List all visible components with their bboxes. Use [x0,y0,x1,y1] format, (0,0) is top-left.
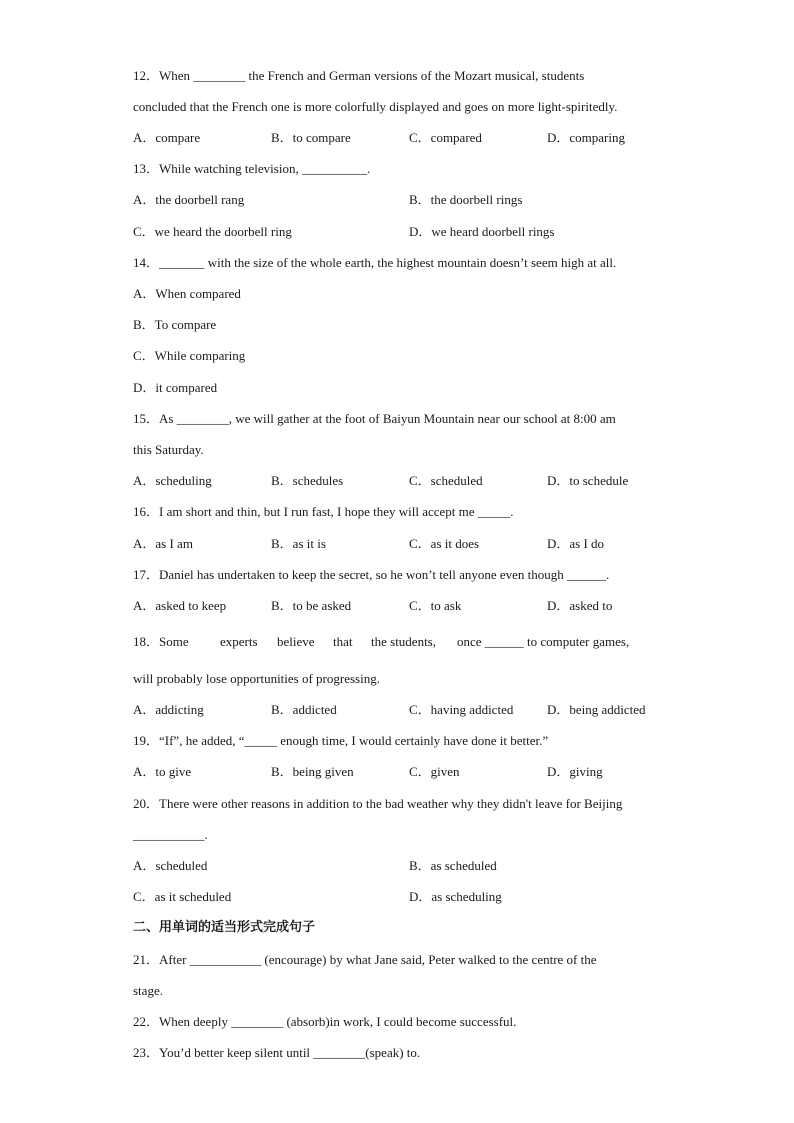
q13-stem: 13．While watching television, __________. [133,161,371,176]
q15-option-c: C．scheduled [409,473,483,488]
q17-option-a: A．asked to keep [133,598,227,613]
q14-option-c: C．While comparing [133,348,246,363]
q12-option-c: C．compared [409,130,482,145]
section-heading: 二、用单词的适当形式完成句子 [133,920,316,935]
q22-stem: 22．When deeply ________ (absorb)in work, I could become successful. [133,1014,517,1029]
q15-option-a: A．scheduling [133,473,212,488]
q14-option-b: B．To compare [133,317,217,332]
q16-option-d: D．as I do [547,536,605,551]
q15-option-b: B．schedules [271,473,344,488]
q20-option-d: D．as scheduling [409,889,502,904]
q14-stem: 14．_______ with the size of the whole earth, the highest mountain doesn’t seem high at all. [133,255,617,270]
q14-option-d: D．it compared [133,380,218,395]
q12-stem-line2: concluded that the French one is more colorfully displayed and goes on more light-spiritedly. [133,99,618,114]
q19-option-d: D．giving [547,764,603,779]
q18-stem-line2: will probably lose opportunities of progressing. [133,671,380,686]
q14-option-a: A．When compared [133,286,241,301]
q18-stem-word: believe [277,634,315,649]
q19-option-b: B．being given [271,764,354,779]
q20-option-a: A．scheduled [133,858,208,873]
q16-option-a: A．as I am [133,536,193,551]
q17-stem: 17．Daniel has undertaken to keep the secret, so he won’t tell anyone even though ______. [133,567,610,582]
q15-stem-line2: this Saturday. [133,442,204,457]
q19-option-a: A．to give [133,764,192,779]
q20-option-c: C．as it scheduled [133,889,232,904]
q19-option-c: C．given [409,764,460,779]
q18-stem-word: the students, [371,634,436,649]
q13-option-a: A．the doorbell rang [133,192,245,207]
q12-option-a: A．compare [133,130,201,145]
q17-option-b: B．to be asked [271,598,352,613]
q13-option-b: B．the doorbell rings [409,192,523,207]
q20-stem-line1: 20．There were other reasons in addition to the bad weather why they didn't leave for Beijing [133,796,623,811]
q15-option-d: D．to schedule [547,473,629,488]
q13-option-d: D．we heard doorbell rings [409,224,555,239]
q12-option-b: B．to compare [271,130,351,145]
q18-option-d: D．being addicted [547,702,646,717]
q18-stem-word: experts [220,634,258,649]
q17-option-d: D．asked to [547,598,613,613]
q15-stem-line1: 15．As ________, we will gather at the foot of Baiyun Mountain near our school at 8:00 am [133,411,616,426]
q18-option-b: B．addicted [271,702,337,717]
q18-stem-word: that [333,634,353,649]
q17-option-c: C．to ask [409,598,462,613]
q23-stem: 23．You’d better keep silent until ________(speak) to. [133,1045,421,1060]
q13-option-c: C．we heard the doorbell ring [133,224,292,239]
q20-stem-line2: ___________. [133,827,208,842]
q21-stem-line2: stage. [133,983,163,998]
q18-option-a: A．addicting [133,702,204,717]
q12-option-d: D．comparing [547,130,625,145]
q21-stem-line1: 21．After ___________ (encourage) by what Jane said, Peter walked to the centre of the [133,952,597,967]
q16-option-c: C．as it does [409,536,480,551]
q18-option-c: C．having addicted [409,702,514,717]
q20-option-b: B．as scheduled [409,858,497,873]
q18-stem-word: once ______ to computer games, [457,634,630,649]
q12-stem-line1: 12．When ________ the French and German versions of the Mozart musical, students [133,68,585,83]
q18-stem-word: 18．Some [133,634,189,649]
q19-stem: 19．“If”, he added, “_____ enough time, I would certainly have done it better.” [133,733,549,748]
q16-option-b: B．as it is [271,536,326,551]
q16-stem: 16．I am short and thin, but I run fast, I hope they will accept me _____. [133,504,514,519]
